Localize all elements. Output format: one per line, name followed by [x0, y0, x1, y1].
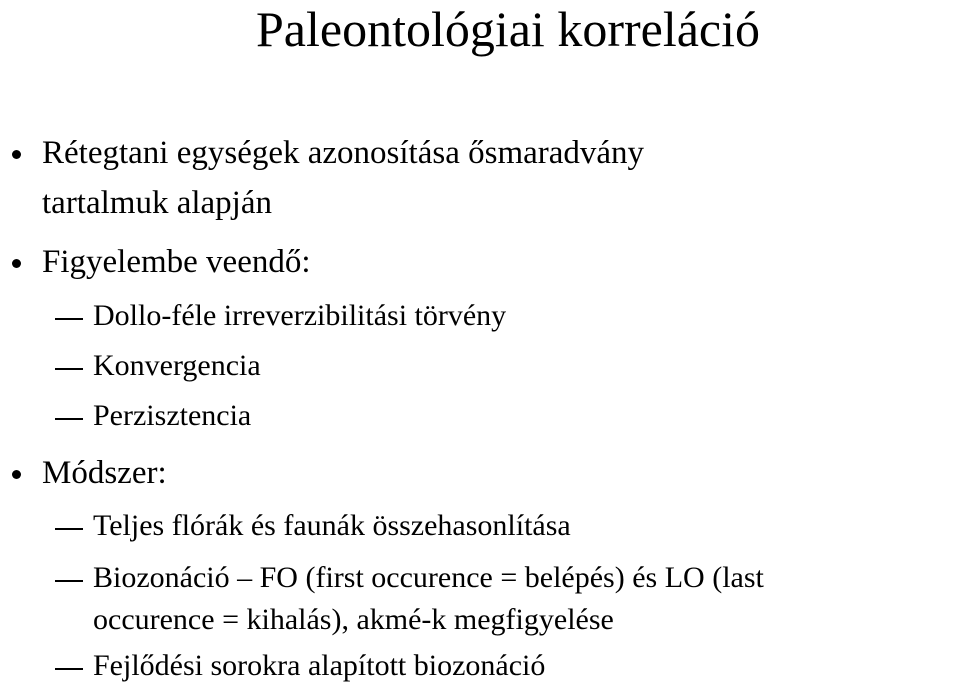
dash-icon [55, 528, 83, 530]
sub-bullet-text: occurence = kihalás), akmé-k megfigyelése [93, 603, 614, 636]
bullet-text: Figyelembe veendő: [42, 244, 311, 280]
bullet-text: tartalmuk alapján [42, 185, 272, 221]
sub-bullet-text: Perzisztencia [93, 399, 252, 432]
dash-icon [55, 368, 83, 370]
dash-icon [55, 580, 83, 582]
dash-icon [55, 418, 83, 420]
sub-bullet-text: Konvergencia [93, 349, 261, 382]
sub-bullet-text: Dollo-féle irreverzibilitási törvény [93, 299, 507, 332]
bullet-icon [12, 259, 21, 268]
sub-bullet-text: Fejlődési sorokra alapított biozonáció [93, 649, 546, 682]
bullet-icon [12, 150, 21, 159]
dash-icon [55, 318, 83, 320]
dash-icon [55, 668, 83, 670]
sub-bullet-text: Biozonáció – FO (first occurence = belépés) és LO (last [93, 561, 764, 594]
bullet-icon [12, 470, 21, 479]
slide-title: Paleontológiai korreláció [255, 1, 760, 57]
sub-bullet-text: Teljes flórák és faunák összehasonlítása [93, 509, 571, 542]
bullet-text: Rétegtani egységek azonosítása ősmaradvány [42, 135, 645, 171]
bullet-text: Módszer: [42, 455, 167, 491]
